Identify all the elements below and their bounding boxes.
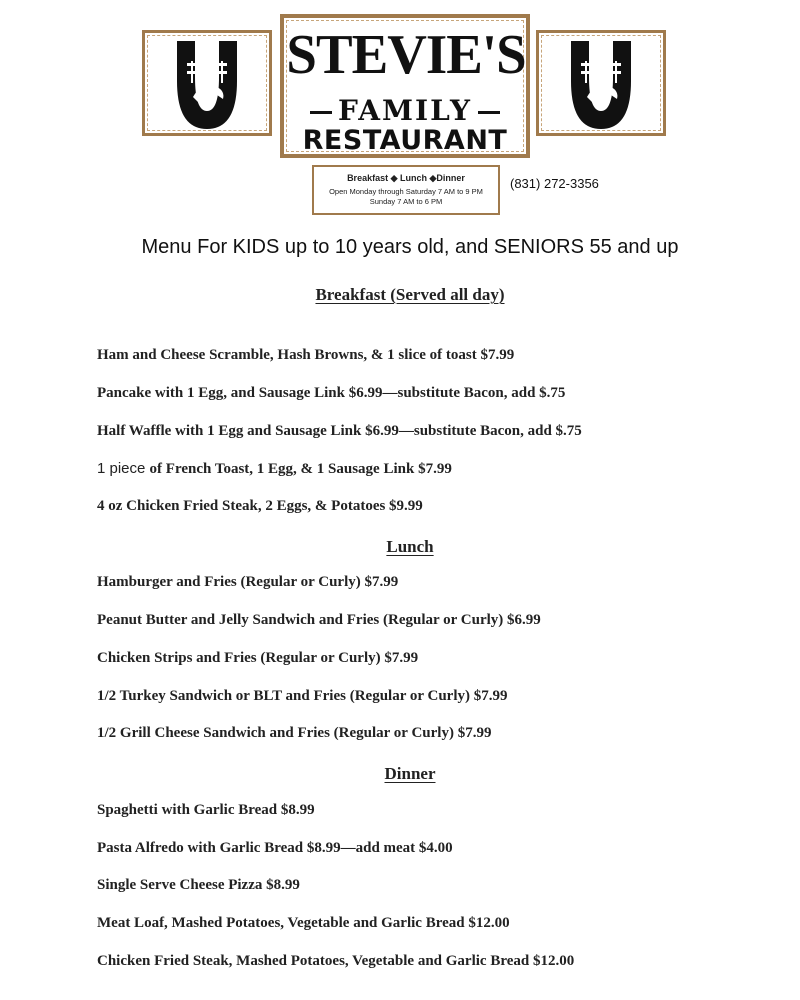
phone-number: (831) 272-3356: [510, 176, 599, 191]
menu-item: Pasta Alfredo with Garlic Bread $8.99—add meat $4.00: [97, 840, 453, 856]
menu-item: Single Serve Cheese Pizza $8.99: [97, 877, 300, 893]
horseshoe-barrel-racer-icon: [145, 33, 269, 133]
menu-item: 1/2 Grill Cheese Sandwich and Fries (Regular or Curly) $7.99: [97, 725, 492, 741]
menu-item: Spaghetti with Garlic Bread $8.99: [97, 802, 315, 818]
menu-item: Ham and Cheese Scramble, Hash Browns, & 1 slice of toast $7.99: [97, 347, 515, 363]
breakfast-heading: Breakfast (Served all day): [315, 285, 505, 304]
menu-item: Hamburger and Fries (Regular or Curly) $7.99: [97, 574, 399, 590]
right-horseshoe-frame: [536, 30, 666, 136]
logo-family: FAMILY: [284, 96, 526, 126]
menu-subtitle: Menu For KIDS up to 10 years old, and SENIORS 55 and up: [141, 236, 679, 258]
menu-item: Pancake with 1 Egg, and Sausage Link $6.99—substitute Bacon, add $.75: [97, 385, 566, 401]
restaurant-logo: [280, 14, 530, 158]
lunch-heading: Lunch: [386, 537, 434, 556]
menu-item: 1 piece of French Toast, 1 Egg, & 1 Sausage Link $7.99: [97, 460, 452, 477]
logo-name: STEVIE'S: [286, 24, 526, 86]
menu-item: Chicken Fried Steak, Mashed Potatoes, Vegetable and Garlic Bread $12.00: [97, 953, 575, 969]
logo-restaurant: RESTAURANT: [302, 125, 508, 156]
hours-weekday: Open Monday through Saturday 7 AM to 9 PM: [329, 187, 483, 196]
hours-sunday: Sunday 7 AM to 6 PM: [369, 197, 443, 206]
menu-item: Chicken Strips and Fries (Regular or Curly) $7.99: [97, 650, 419, 666]
left-horseshoe-frame: [142, 30, 272, 136]
menu-item: Half Waffle with 1 Egg and Sausage Link $6.99—substitute Bacon, add $.75: [97, 423, 582, 439]
dinner-heading: Dinner: [384, 764, 436, 783]
meals-served: Breakfast ◆ Lunch ◆Dinner: [347, 173, 465, 183]
menu-item: 4 oz Chicken Fried Steak, 2 Eggs, & Potatoes $9.99: [97, 498, 423, 514]
horseshoe-barrel-racer-icon: [539, 33, 663, 133]
menu-item: Meat Loaf, Mashed Potatoes, Vegetable and Garlic Bread $12.00: [97, 915, 510, 931]
hours-box: [312, 165, 500, 215]
menu-item: Peanut Butter and Jelly Sandwich and Fries (Regular or Curly) $6.99: [97, 612, 541, 628]
menu-item: 1/2 Turkey Sandwich or BLT and Fries (Regular or Curly) $7.99: [97, 688, 508, 704]
